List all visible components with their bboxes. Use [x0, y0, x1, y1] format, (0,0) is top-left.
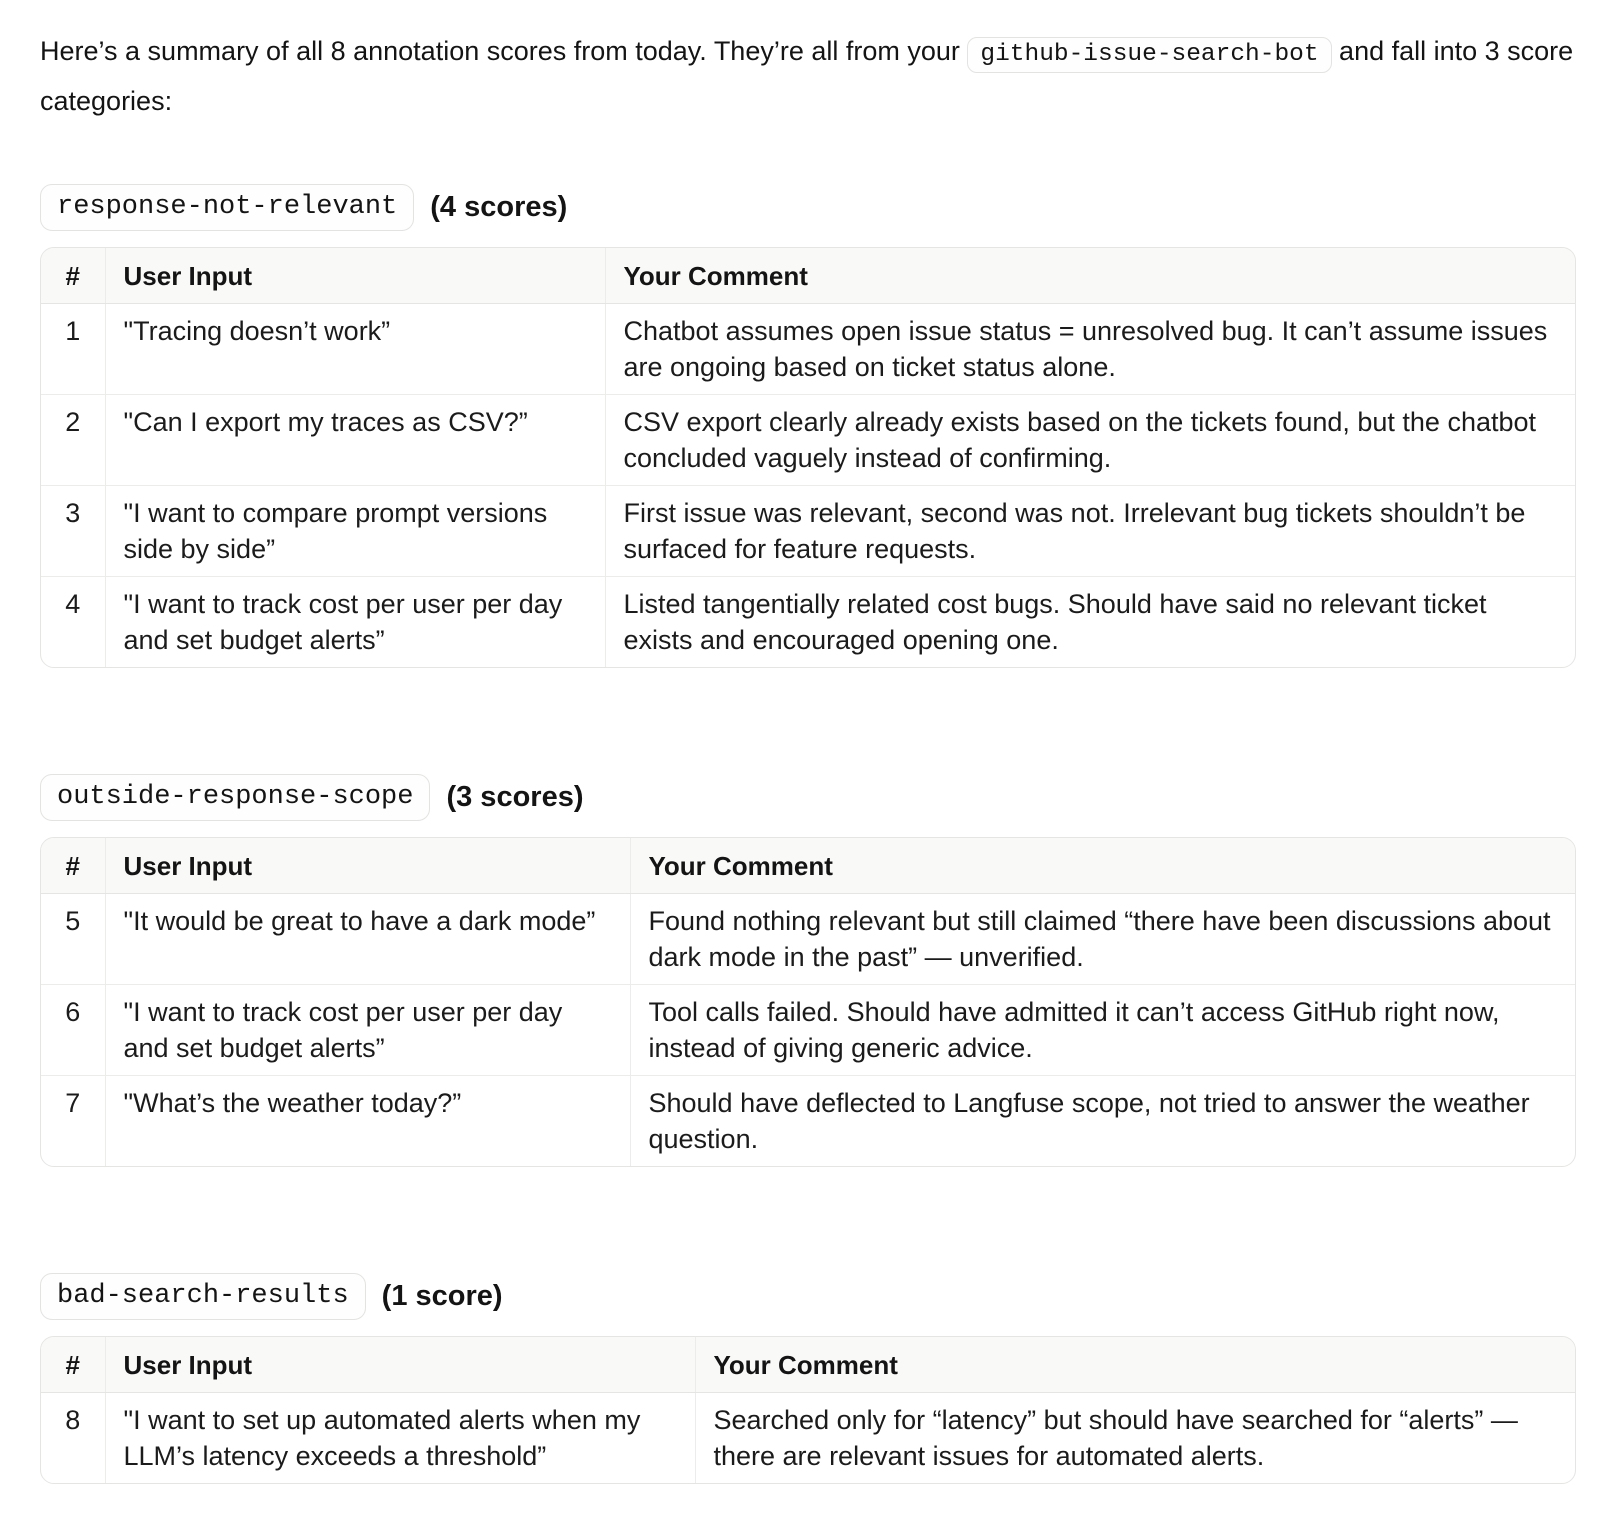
comment-cell: Should have deflected to Langfuse scope, not tried to answer the weather question. — [630, 1076, 1575, 1167]
table-row — [41, 395, 1575, 486]
user-input-cell: "Tracing doesn’t work” — [105, 304, 605, 395]
row-number: 1 — [65, 316, 81, 346]
column-header-your-comment: Your Comment — [605, 248, 1575, 304]
comment-cell: First issue was relevant, second was not. Irrelevant bug tickets shouldn’t be surfaced for feature requests. — [605, 486, 1575, 577]
score-category-chip: response-not-relevant — [40, 184, 414, 231]
row-number: 6 — [41, 985, 105, 1076]
table-header-row — [41, 248, 1575, 304]
column-header-number: # — [41, 838, 105, 894]
user-input-cell: "I want to compare prompt versions side by side” — [105, 486, 605, 577]
comment-cell: Listed tangentially related cost bugs. Should have said no relevant ticket exists and encouraged opening one. — [605, 577, 1575, 668]
score-count-label: (4 scores) — [430, 191, 568, 223]
section-heading — [40, 184, 1576, 231]
row-number: 4 — [41, 577, 105, 668]
table-row — [41, 1393, 1575, 1484]
comment-cell: Found nothing relevant but still claimed “there have been discussions about dark mode in the past” — unverified. — [630, 894, 1575, 985]
column-header-number: # — [41, 1337, 105, 1393]
user-input-cell: "It would be great to have a dark mode” — [105, 894, 630, 985]
table-row — [41, 486, 1575, 577]
column-header-user-input: User Input — [105, 1337, 695, 1393]
scores-table — [40, 247, 1576, 668]
table-header-row — [41, 838, 1575, 894]
score-count-label: (1 score) — [381, 1280, 503, 1312]
table-row — [41, 304, 1575, 395]
row-number: 2 — [41, 395, 105, 486]
column-header-number: # — [41, 248, 105, 304]
intro-paragraph — [40, 28, 1576, 124]
intro-text-after: and fall into 3 score categories: — [40, 36, 1574, 116]
table-row — [41, 577, 1575, 668]
scores-table — [40, 1336, 1576, 1484]
score-category-chip: outside-response-scope — [40, 774, 430, 821]
section-outside-response-scope — [40, 774, 1576, 1167]
table-row — [41, 1076, 1575, 1167]
table-row — [41, 985, 1575, 1076]
row-number: 8 — [65, 1405, 81, 1435]
score-category-chip: bad-search-results — [40, 1273, 366, 1320]
user-input-cell: "What’s the weather today?” — [105, 1076, 630, 1167]
column-header-user-input: User Input — [105, 248, 605, 304]
comment-cell: Chatbot assumes open issue status = unresolved bug. It can’t assume issues are ongoing based on ticket status alone. — [605, 304, 1575, 395]
user-input-cell: "Can I export my traces as CSV?” — [105, 395, 605, 486]
section-heading — [40, 774, 1576, 821]
user-input-cell: "I want to track cost per user per day and set budget alerts” — [105, 577, 605, 668]
comment-cell: Searched only for “latency” but should have searched for “alerts” — there are relevant issues for automated alerts. — [695, 1393, 1575, 1484]
user-input-cell: "I want to set up automated alerts when my LLM’s latency exceeds a threshold” — [105, 1393, 695, 1484]
section-heading — [40, 1273, 1576, 1320]
scores-table — [40, 837, 1576, 1167]
score-count-label: (3 scores) — [446, 781, 584, 813]
comment-cell: Tool calls failed. Should have admitted it can’t access GitHub right now, instead of giving generic advice. — [630, 985, 1575, 1076]
row-number: 3 — [41, 486, 105, 577]
intro-text-before: Here’s a summary of all 8 annotation scores from today. They’re all from your — [40, 36, 968, 66]
section-response-not-relevant — [40, 184, 1576, 668]
table-header-row — [41, 1337, 1575, 1393]
column-header-user-input: User Input — [105, 838, 630, 894]
column-header-your-comment: Your Comment — [695, 1337, 1575, 1393]
table-row — [41, 894, 1575, 985]
row-number: 7 — [41, 1076, 105, 1167]
section-bad-search-results — [40, 1273, 1576, 1484]
bot-name-code-chip: github-issue-search-bot — [967, 37, 1331, 73]
row-number: 5 — [65, 906, 81, 936]
user-input-cell: "I want to track cost per user per day and set budget alerts” — [105, 985, 630, 1076]
column-header-your-comment: Your Comment — [630, 838, 1575, 894]
comment-cell: CSV export clearly already exists based on the tickets found, but the chatbot concluded vaguely instead of confirming. — [605, 395, 1575, 486]
